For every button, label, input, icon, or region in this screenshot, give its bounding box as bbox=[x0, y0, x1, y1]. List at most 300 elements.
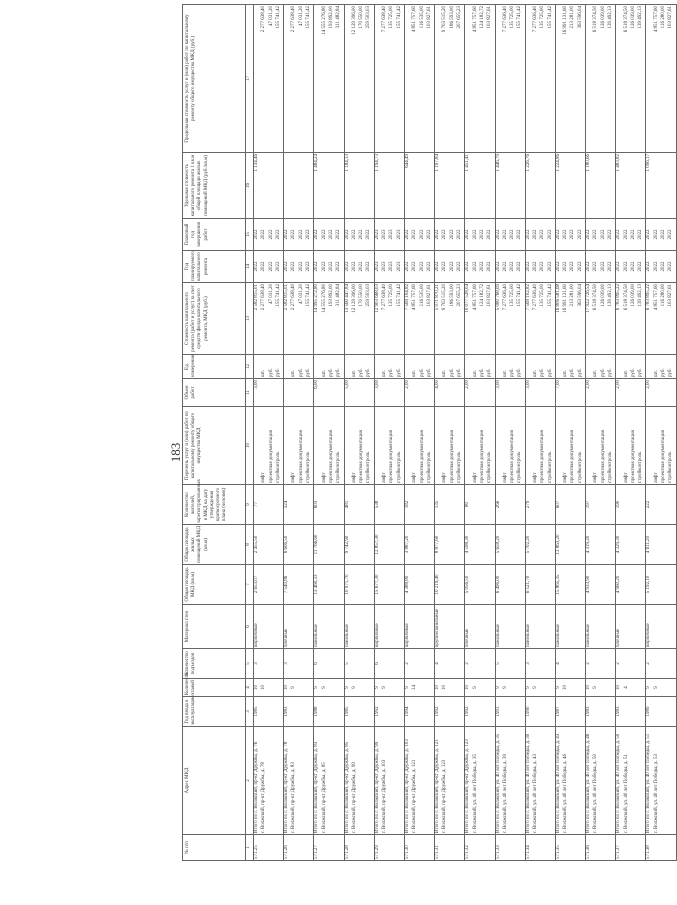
row-year: 1990 bbox=[525, 697, 555, 727]
row-costs-line: 135 725,00 bbox=[540, 284, 546, 307]
row-address bbox=[374, 727, 404, 835]
row-works-line bbox=[646, 408, 653, 483]
row-end-years-line: 2022 bbox=[336, 229, 342, 240]
row-end-years-line: 2022 bbox=[284, 229, 290, 240]
column-number-8: 8 bbox=[246, 525, 254, 565]
row-units bbox=[616, 355, 646, 379]
row-costs-line: 103 827,61 bbox=[426, 284, 432, 307]
row-residents: 607 bbox=[555, 485, 585, 525]
row-units-line bbox=[465, 356, 472, 377]
row-costs-line: 4 851 757,60 bbox=[653, 284, 659, 311]
row-works-line: стройконтроль bbox=[275, 451, 281, 483]
column-header-17: Предельная стоимость услуг и (или) работ по капитальному ремонту общего имущества МКД (руб.) bbox=[183, 5, 246, 153]
row-units-line: шт. bbox=[291, 370, 297, 377]
row-plan-years-line: 2022 bbox=[653, 261, 659, 272]
row-end-years bbox=[465, 219, 495, 251]
row-volume: 6,00 bbox=[314, 379, 344, 407]
row-units bbox=[465, 355, 495, 379]
column-number-7: 7 bbox=[246, 565, 254, 605]
row-plan-years-line: 2022 bbox=[487, 261, 493, 272]
row-entrances: 5 bbox=[495, 649, 525, 679]
row-units-line bbox=[616, 356, 623, 377]
row-units bbox=[435, 355, 465, 379]
row-works-line bbox=[526, 408, 533, 483]
row-specific-cost: 1 483,82 bbox=[616, 153, 646, 219]
row-limits bbox=[555, 5, 585, 153]
row-units-line: руб. bbox=[479, 368, 485, 377]
row-plan-years-line: 2022 bbox=[344, 261, 350, 272]
column-header-5: Количество подъездов bbox=[183, 649, 246, 679]
row-units-line: шт. bbox=[321, 370, 327, 377]
row-volume bbox=[284, 379, 314, 407]
row-costs-line: 155 741,42 bbox=[306, 284, 312, 307]
row-floors bbox=[435, 679, 465, 697]
row-floors-line: 4 bbox=[623, 686, 629, 689]
row-plan-years-line: 2022 bbox=[510, 261, 516, 272]
column-number-14: 14 bbox=[246, 251, 254, 283]
row-units-line: шт. bbox=[532, 370, 538, 377]
column-number-11: 11 bbox=[246, 379, 254, 407]
column-number-17: 17 bbox=[246, 5, 254, 153]
column-header-8: Общая площадь жилых помещений МКД (кв.м) bbox=[183, 525, 246, 565]
row-total-area: 13 460,33 bbox=[314, 565, 344, 605]
row-floors-line: 9 bbox=[382, 686, 388, 689]
row-costs-line: 4 851 757,60 bbox=[472, 284, 478, 311]
row-address-line: г. Волжский, ул. 40 лет Победы, д. 46 bbox=[563, 754, 569, 833]
row-limits-line: 135 725,00 bbox=[510, 6, 516, 29]
row-costs-line: 126 039,00 bbox=[600, 284, 606, 307]
row-costs-line: 12 129 396,00 bbox=[351, 284, 357, 313]
row-units-line: руб. bbox=[517, 368, 523, 377]
row-floors-line: 10 bbox=[435, 685, 441, 690]
row-costs bbox=[555, 283, 585, 355]
row-costs bbox=[616, 283, 646, 355]
row-volume: 3,00 bbox=[254, 379, 284, 407]
row-address-line: Итого по г. Волжский, пр-кт Дружбы, д. 103 bbox=[404, 739, 410, 833]
row-end-years bbox=[495, 219, 525, 251]
row-units-line: руб. bbox=[336, 368, 342, 377]
row-specific-cost: 1 134,46 bbox=[254, 153, 284, 219]
row-address-line: Итого по г. Волжский, ул. 40 лет Победы, д. 39 bbox=[525, 733, 531, 833]
row-units bbox=[646, 355, 676, 379]
column-header-1: № п/п bbox=[183, 835, 246, 861]
row-number: 571.33 bbox=[495, 835, 525, 861]
row-units-line: руб. bbox=[298, 368, 304, 377]
row-works-line: проектная документация bbox=[630, 430, 636, 483]
row-limits bbox=[254, 5, 284, 153]
row-units-line: шт. bbox=[412, 370, 418, 377]
row-limits-line: 186 593,00 bbox=[449, 6, 455, 29]
row-limits-line: 139 492,13 bbox=[638, 6, 644, 29]
row-address-line: Итого по г. Волжский, ул. 40 лет Победы, д. 43 bbox=[555, 733, 561, 833]
row-end-years bbox=[586, 219, 616, 251]
row-works bbox=[586, 407, 616, 485]
row-plan-years-line: 2022 bbox=[404, 261, 410, 272]
row-number: 571.25 bbox=[254, 835, 284, 861]
row-limits-line: 139 492,13 bbox=[607, 6, 613, 29]
row-limits-line: 155 741,42 bbox=[517, 6, 523, 29]
row-year: 1983 bbox=[616, 697, 646, 727]
table-row bbox=[254, 5, 284, 861]
row-address bbox=[525, 727, 555, 835]
row-plan-years-line: 2022 bbox=[616, 261, 622, 272]
row-works-line: проектная документация bbox=[389, 430, 395, 483]
row-units-line bbox=[586, 356, 593, 377]
row-units bbox=[254, 355, 284, 379]
row-works-line bbox=[496, 408, 503, 483]
row-units-line: руб. bbox=[600, 368, 606, 377]
row-floors bbox=[404, 679, 434, 697]
row-costs-line: 124 182,72 bbox=[479, 284, 485, 307]
row-residents: 77 bbox=[254, 485, 284, 525]
row-end-years-line: 2022 bbox=[275, 229, 281, 240]
row-total-area: 15 677,30 bbox=[374, 565, 404, 605]
row-floors bbox=[465, 679, 495, 697]
row-works-line: проектная документация bbox=[359, 430, 365, 483]
table-row bbox=[616, 5, 646, 861]
row-plan-years-line: 2022 bbox=[426, 261, 432, 272]
row-end-years bbox=[646, 219, 676, 251]
row-floors bbox=[284, 679, 314, 697]
row-limits bbox=[404, 5, 434, 153]
row-total-area: 4 388,80 bbox=[404, 565, 434, 605]
row-limits-line: 12 129 396,00 bbox=[351, 6, 357, 35]
row-plan-years-line: 2022 bbox=[435, 261, 441, 272]
row-floors-line: 9 bbox=[555, 686, 561, 689]
row-end-years bbox=[374, 219, 404, 251]
row-volume: 5,00 bbox=[344, 379, 374, 407]
row-costs-line: 2 582 815,01 bbox=[284, 284, 290, 311]
row-costs-line: 16 806 581,68 bbox=[555, 284, 561, 313]
row-specific-cost bbox=[284, 153, 314, 219]
row-total-area: 5 192,10 bbox=[646, 565, 676, 605]
row-limits-line: 7 277 638,40 bbox=[382, 6, 388, 33]
row-end-years-line: 2022 bbox=[586, 229, 592, 240]
row-costs-line: 186 593,00 bbox=[449, 284, 455, 307]
row-plan-years-line: 2022 bbox=[555, 261, 561, 272]
row-units-line: шт. bbox=[623, 370, 629, 377]
row-end-years bbox=[435, 219, 465, 251]
row-plan-years-line: 2022 bbox=[351, 261, 357, 272]
column-number-10: 10 bbox=[246, 407, 254, 485]
row-costs-line: 363 596,04 bbox=[577, 284, 583, 307]
row-living-area: 5 702,20 bbox=[525, 525, 555, 565]
table-row bbox=[284, 5, 314, 861]
row-limits-line: 170 550,00 bbox=[359, 6, 365, 29]
row-costs-line: 5 080 768,09 bbox=[495, 284, 501, 311]
row-plan-years-line: 2022 bbox=[275, 261, 281, 272]
row-end-years-line: 2022 bbox=[254, 229, 259, 240]
row-material: панельные bbox=[314, 605, 344, 649]
row-costs bbox=[586, 283, 616, 355]
row-units-line: шт. bbox=[472, 370, 478, 377]
row-works-line bbox=[254, 408, 261, 483]
column-number-1: 1 bbox=[246, 835, 254, 861]
row-specific-cost: 1 451,41 bbox=[465, 153, 495, 219]
row-plan-years-line: 2022 bbox=[577, 261, 583, 272]
row-plan-years-line: 2022 bbox=[532, 261, 538, 272]
row-costs-line: 135 725,00 bbox=[510, 284, 516, 307]
row-costs-line: 10 077 528,04 bbox=[465, 284, 471, 313]
row-units-line: руб. bbox=[638, 368, 644, 377]
row-units-line bbox=[254, 356, 261, 377]
row-units bbox=[525, 355, 555, 379]
row-end-years-line: 2022 bbox=[653, 229, 659, 240]
row-plan-years bbox=[555, 251, 585, 283]
table-row bbox=[495, 5, 525, 861]
row-address-line: Итого по г. Волжский, пр-кт Дружбы, д. 83 bbox=[314, 741, 320, 833]
row-plan-years bbox=[586, 251, 616, 283]
row-total-area: 4 960,20 bbox=[616, 565, 646, 605]
row-costs-line: 7 569 102,82 bbox=[525, 284, 531, 311]
row-works-line: лифт bbox=[563, 472, 569, 483]
row-end-years bbox=[254, 219, 284, 251]
row-specific-cost: 1 194,73 bbox=[374, 153, 404, 219]
row-works-line: лифт bbox=[593, 472, 599, 483]
row-floors bbox=[555, 679, 585, 697]
row-costs bbox=[525, 283, 555, 355]
row-end-years-line: 2022 bbox=[472, 229, 478, 240]
row-units bbox=[374, 355, 404, 379]
row-plan-years-line: 2022 bbox=[442, 261, 448, 272]
row-costs bbox=[374, 283, 404, 355]
row-floors-line: 9 bbox=[291, 686, 297, 689]
row-specific-cost: 1 197,84 bbox=[435, 153, 465, 219]
row-material: кирпичные bbox=[404, 605, 434, 649]
row-limits bbox=[465, 5, 495, 153]
row-material: блочные bbox=[465, 605, 495, 649]
table-row bbox=[435, 5, 465, 861]
row-end-years-line: 2022 bbox=[328, 229, 334, 240]
row-address bbox=[284, 727, 314, 835]
row-costs bbox=[254, 283, 284, 355]
row-plan-years-line: 2022 bbox=[366, 261, 372, 272]
row-end-years bbox=[404, 219, 434, 251]
column-number-16: 16 bbox=[246, 153, 254, 219]
row-floors-line: 10 bbox=[586, 685, 592, 690]
row-plan-years-line: 2022 bbox=[457, 261, 463, 272]
row-limits-line bbox=[646, 6, 653, 151]
row-units-line: руб. bbox=[630, 368, 636, 377]
row-plan-years-line: 2022 bbox=[306, 261, 312, 272]
row-volume: 2,00 bbox=[616, 379, 646, 407]
row-costs-line: 126 039,00 bbox=[630, 284, 636, 307]
row-entrances: 3 bbox=[525, 649, 555, 679]
row-works-line: проектная документация bbox=[298, 430, 304, 483]
row-number: 571.37 bbox=[616, 835, 646, 861]
row-costs bbox=[344, 283, 374, 355]
row-units-line bbox=[526, 356, 533, 377]
row-works-line: лифт bbox=[653, 472, 659, 483]
row-end-years-line: 2022 bbox=[532, 229, 538, 240]
row-limits-line bbox=[556, 6, 563, 151]
row-year: 1992 bbox=[374, 697, 404, 727]
row-address bbox=[646, 727, 676, 835]
row-limits-line bbox=[345, 6, 352, 151]
row-costs-line: 116 280,00 bbox=[661, 284, 667, 307]
row-number: 571.30 bbox=[404, 835, 434, 861]
row-costs-line: 14 995 272,80 bbox=[314, 284, 320, 313]
column-number-4: 4 bbox=[246, 679, 254, 697]
row-limits-line bbox=[375, 6, 382, 151]
row-works-line: проектная документация bbox=[661, 430, 667, 483]
row-end-years-line: 2022 bbox=[404, 229, 410, 240]
row-plan-years-line: 2023 bbox=[374, 261, 380, 272]
row-address-line: Итого по г. Волжский, пр-кт Дружбы, д. 99 bbox=[374, 741, 380, 833]
row-limits-line bbox=[616, 6, 623, 151]
row-entrances: 4 bbox=[435, 649, 465, 679]
row-limits-line: 155 741,42 bbox=[275, 6, 281, 29]
row-limits-line bbox=[496, 6, 503, 151]
row-limits-line: 6 518 374,50 bbox=[593, 6, 599, 33]
row-plan-years-line: 2022 bbox=[525, 261, 531, 272]
row-costs-line: 7 277 636,40 bbox=[532, 284, 538, 311]
row-costs-line: 116 535,00 bbox=[419, 284, 425, 307]
row-works-line: лифт bbox=[442, 472, 448, 483]
row-end-years-line: 2022 bbox=[465, 229, 471, 240]
header-row bbox=[183, 5, 246, 861]
row-plan-years bbox=[374, 251, 404, 283]
row-address-line: Итого по г. Волжский, пр-кт Дружбы, д. 121 bbox=[435, 739, 441, 833]
row-units-line: руб. bbox=[547, 368, 553, 377]
column-header-7: Общая площадь МКД (кв.м) bbox=[183, 565, 246, 605]
row-address-line: Итого по г. Волжский, ул. 40 лет Победы, д. 50 bbox=[616, 733, 622, 833]
row-plan-years-line: 2022 bbox=[586, 261, 592, 272]
row-limits-line: 116 280,00 bbox=[661, 6, 667, 29]
row-works-line bbox=[375, 408, 382, 483]
row-year: 1985 bbox=[254, 697, 284, 727]
row-end-years-line: 2022 bbox=[426, 229, 432, 240]
row-limits-line: 103 827,61 bbox=[426, 6, 432, 29]
table-row bbox=[465, 5, 495, 861]
row-floors-line: 9 bbox=[321, 686, 327, 689]
row-limits-line: 155 741,42 bbox=[396, 6, 402, 29]
row-volume: 3,00 bbox=[525, 379, 555, 407]
row-plan-years-line: 2022 bbox=[472, 261, 478, 272]
row-plan-years bbox=[525, 251, 555, 283]
table-header bbox=[183, 5, 254, 861]
row-floors-line: 9 bbox=[344, 686, 350, 689]
row-address-line: г. Волжский, ул. 40 лет Победы, д. 51 bbox=[623, 754, 629, 833]
row-limits-line bbox=[405, 6, 412, 151]
row-limits bbox=[284, 5, 314, 153]
row-end-years bbox=[555, 219, 585, 251]
row-end-years-line: 2023 bbox=[396, 229, 402, 240]
row-units-line: руб. bbox=[668, 368, 674, 377]
row-plan-years bbox=[314, 251, 344, 283]
row-plan-years-line: 2022 bbox=[668, 261, 674, 272]
row-address-line: г. Волжский, ул. 40 лет Победы, д. 50 bbox=[593, 754, 599, 833]
row-total-area: 2 653,07 bbox=[254, 565, 284, 605]
row-specific-cost: 1 224,86 bbox=[555, 153, 585, 219]
row-limits-line: 135 725,00 bbox=[540, 6, 546, 29]
row-specific-cost: 1 226,76 bbox=[525, 153, 555, 219]
row-works-line: лифт bbox=[351, 472, 357, 483]
row-units-line: шт. bbox=[653, 370, 659, 377]
row-units-line: руб. bbox=[457, 368, 463, 377]
row-address-line: г. Волжский, пр-кт Дружбы, д. 99 bbox=[351, 762, 357, 833]
row-costs-line: 17 922 726,54 bbox=[586, 284, 592, 313]
row-units-line: руб. bbox=[661, 368, 667, 377]
row-end-years bbox=[314, 219, 344, 251]
row-material: панельные bbox=[586, 605, 616, 649]
table-row bbox=[586, 5, 616, 861]
row-costs bbox=[284, 283, 314, 355]
row-plan-years-line: 2022 bbox=[268, 261, 274, 272]
column-number-row bbox=[246, 5, 254, 861]
row-end-years bbox=[525, 219, 555, 251]
row-works bbox=[465, 407, 495, 485]
row-floors-line: 9 bbox=[646, 686, 652, 689]
row-units-line: руб. bbox=[328, 368, 334, 377]
row-number: 571.36 bbox=[586, 835, 616, 861]
row-works-line bbox=[556, 408, 563, 483]
column-header-14: Год планируемого капитального ремонта bbox=[183, 251, 246, 283]
row-works-line: лифт bbox=[291, 472, 297, 483]
row-plan-years-line: 2022 bbox=[593, 261, 599, 272]
row-limits bbox=[344, 5, 374, 153]
row-limits-line: 103 827,61 bbox=[668, 6, 674, 29]
column-number-9: 9 bbox=[246, 485, 254, 525]
row-entrances: 6 bbox=[314, 649, 344, 679]
row-specific-cost: 1 184,13 bbox=[344, 153, 374, 219]
row-costs-line: 47 031,20 bbox=[268, 284, 274, 304]
row-end-years-line: 2022 bbox=[487, 229, 493, 240]
row-address bbox=[314, 727, 344, 835]
row-limits-line: 9 703 515,20 bbox=[442, 6, 448, 33]
row-limits-line: 47 031,20 bbox=[268, 6, 274, 26]
row-works-line: проектная документация bbox=[328, 430, 334, 483]
row-end-years-line: 2023 bbox=[382, 229, 388, 240]
row-year: 1989 bbox=[646, 697, 676, 727]
row-end-years-line: 2022 bbox=[321, 229, 327, 240]
row-costs-line: 103 827,61 bbox=[487, 284, 493, 307]
row-plan-years bbox=[404, 251, 434, 283]
row-units-line: руб. bbox=[306, 368, 312, 377]
row-number: 571.28 bbox=[344, 835, 374, 861]
row-floors bbox=[586, 679, 616, 697]
row-works bbox=[284, 407, 314, 485]
row-limits bbox=[495, 5, 525, 153]
row-works bbox=[254, 407, 284, 485]
row-total-area: 6 521,70 bbox=[525, 565, 555, 605]
row-limits-line: 363 596,04 bbox=[577, 6, 583, 29]
row-costs-line: 6 783 895,22 bbox=[646, 284, 652, 311]
row-number: 571.29 bbox=[374, 835, 404, 861]
row-entrances: 2 bbox=[465, 649, 495, 679]
row-units-line bbox=[556, 356, 563, 377]
row-works-line: стройконтроль bbox=[607, 451, 613, 483]
row-entrances: 3 bbox=[254, 649, 284, 679]
row-works bbox=[616, 407, 646, 485]
row-units-line: руб. bbox=[366, 368, 372, 377]
row-limits-line: 6 518 374,50 bbox=[623, 6, 629, 33]
row-plan-years-line: 2022 bbox=[638, 261, 644, 272]
row-floors bbox=[646, 679, 676, 697]
row-floors-line: 10 bbox=[442, 685, 448, 690]
row-floors-line: 9 bbox=[653, 686, 659, 689]
row-limits-line: 213 281,00 bbox=[570, 6, 576, 29]
row-address-line: г. Волжский, ул. 40 лет Победы, д. 39 bbox=[502, 754, 508, 833]
row-plan-years-line: 2022 bbox=[563, 261, 569, 272]
row-works-line: проектная документация bbox=[600, 430, 606, 483]
column-number-13: 13 bbox=[246, 283, 254, 355]
row-address-line: г. Волжский, пр-кт Дружбы, д. 83 bbox=[291, 762, 297, 833]
row-costs bbox=[495, 283, 525, 355]
row-works bbox=[525, 407, 555, 485]
row-units-line bbox=[646, 356, 653, 377]
row-works-line: стройконтроль bbox=[336, 451, 342, 483]
